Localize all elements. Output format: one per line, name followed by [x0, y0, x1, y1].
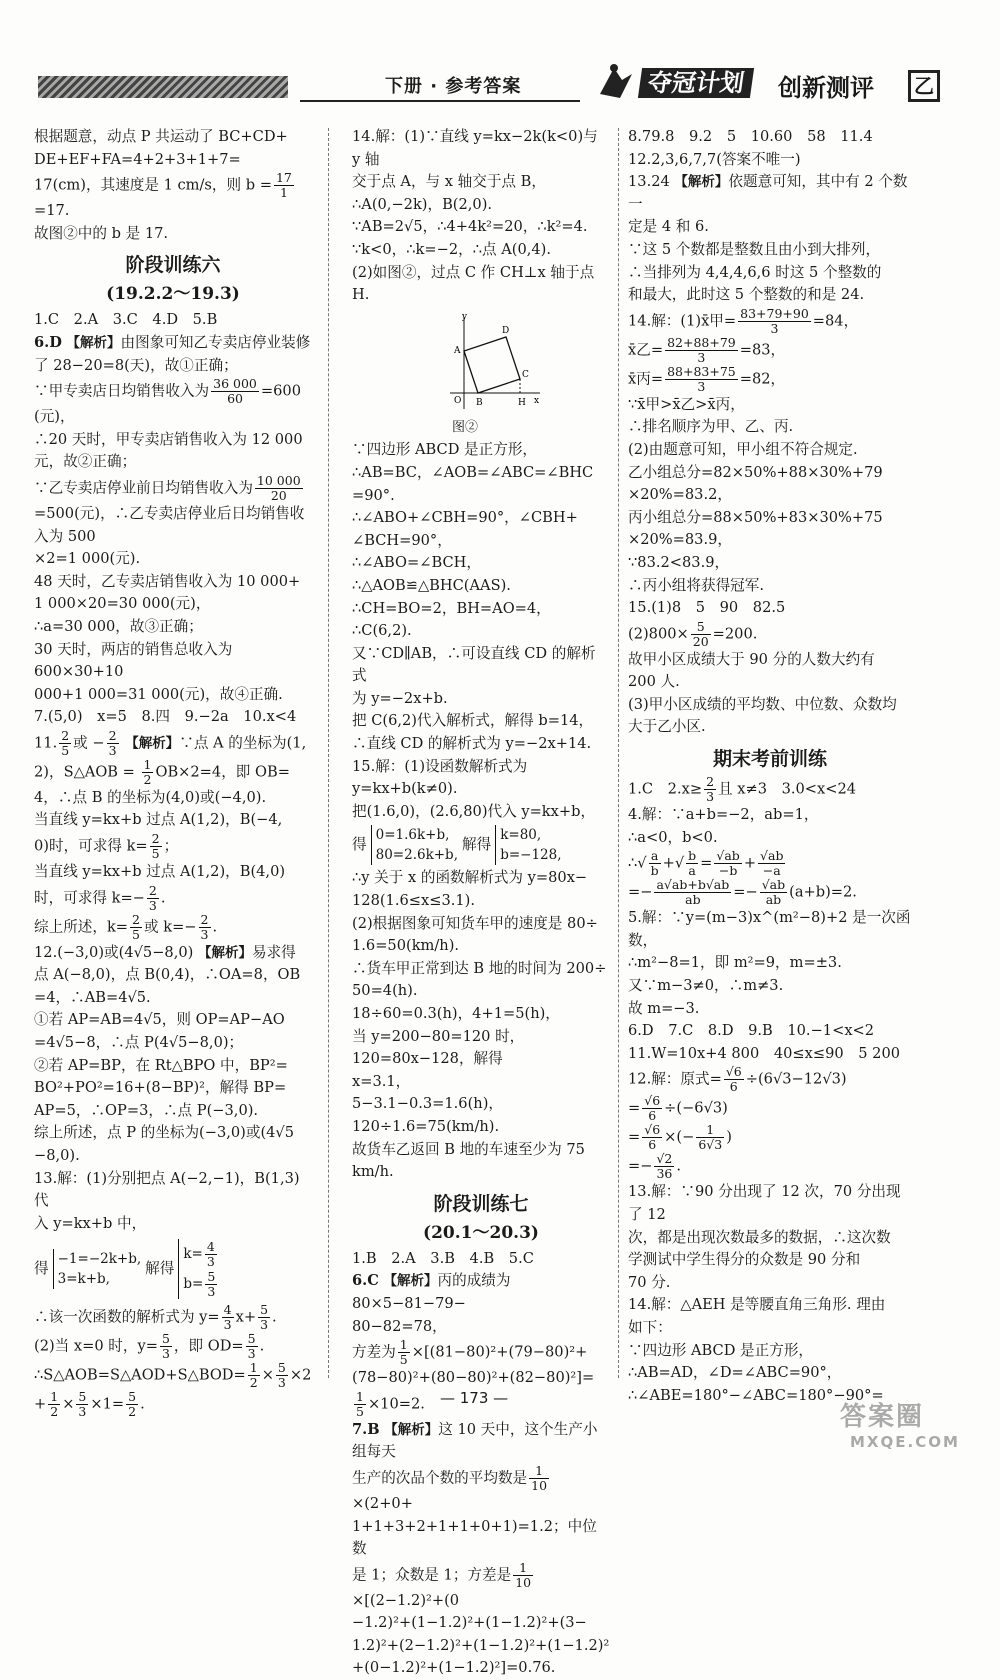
text-line: ∵83.2<83.9， [628, 553, 730, 571]
text-line: 交于点 A，与 x 轴交于点 B， [352, 173, 546, 191]
text-line: 元，故②正确； [34, 453, 137, 471]
text-line: =500(元)，∴乙专卖店停业后日均销售收入为 500 [34, 504, 305, 545]
text-line: ∴直线 CD 的解析式为 y=−2x+14. [352, 735, 592, 753]
text-line: (2)如图②，过点 C 作 CH⊥x 轴于点 H. [352, 263, 595, 304]
label-y: y [462, 312, 468, 322]
equation-system: 得 0=1.6k+b, 80=2.6k+b, 解得 k=80, b=−128, [352, 827, 562, 864]
text-line: 12.解：原式= $\frac{√6}{6}$ ÷(6√3−12√3) [628, 1064, 847, 1095]
text-line: 6.D 【解析】由图象可知乙专卖店停业装修 [34, 333, 311, 351]
text-line: 综上所述，点 P 的坐标为(−3,0)或(4√5 [34, 1124, 295, 1142]
text-line: 了 28−20=8(天)，故①正确； [34, 356, 238, 374]
brand-subtitle: 创新测评 [778, 74, 874, 102]
text-line: x̄乙= $\frac{82+88+79}{3}$ =83， [628, 334, 786, 365]
text-line: (78−80)²+(80−80)²+(82−80)²]= [352, 1369, 595, 1387]
text-line: 1.C 2.x≥ $\frac{2}{3}$ 且 x≠3 3.0<x<24 [628, 774, 857, 805]
text-line: 1 000×20=30 000(元)， [34, 595, 211, 613]
text-line: (3)甲小区成绩的平均数、中位数、众数均 [628, 695, 897, 713]
text-line: =17. [34, 202, 70, 220]
figure-caption: 图② [452, 419, 479, 435]
text-line: 点 A(−8,0)，点 B(0,4)，∴OA=8，OB [34, 966, 301, 984]
text-line: 2)，S△AOB = $\frac{1}{2}$ OB×2=4，即 OB= [34, 756, 290, 787]
text-line: −1.2)²+(1−1.2)²+(1−1.2)²+(3− [352, 1614, 587, 1632]
text-line: 18÷60=0.3(h)，4+1=5(h)， [352, 1005, 560, 1022]
label-h: H [518, 397, 526, 408]
text-line: 4，∴点 B 的坐标为(4,0)或(−4,0). [34, 788, 267, 806]
text-line: (2)800× $\frac{5}{20}$ =200. [628, 618, 758, 649]
text-line: 5.解：∵y=(m−3)x^(m²−8)+2 是一次函数， [628, 909, 911, 949]
fraction: $\frac{17}{1}$ [275, 170, 292, 201]
text-line: =4，∴AB=4√5. [34, 988, 151, 1006]
text-line: ∴丙小组将获得冠军. [628, 576, 764, 594]
column-divider [328, 128, 329, 1378]
edition-badge: 乙 [908, 70, 940, 102]
text-line: ×20%=83.9， [628, 531, 732, 549]
text-line: 11.W=10x+4 800 40≤x≤90 5 200 [628, 1044, 901, 1062]
text-line: 生产的次品个数的平均数是 $\frac{1}{10}$ ×(2+0+ [352, 1462, 548, 1512]
text-line: 30 天时，两店的销售总收入为 600×30+10 [34, 640, 233, 681]
header-rule [300, 100, 580, 102]
text-line: ∴CH=BO=2，BH=AO=4， [352, 599, 551, 617]
text-line: (2)根据图象可知货车甲的速度是 80÷ [352, 914, 598, 932]
answer-column-3 [628, 126, 912, 1407]
analysis-tag: 【解析】 [66, 334, 121, 351]
label-x: x [534, 395, 540, 406]
text-line: ∴m²−8=1，即 m²=9，m=±3. [628, 954, 842, 972]
text-line: 方差为 $\frac{1}{5}$ ×[(81−80)²+(79−80)²+ [352, 1337, 588, 1368]
text-line: ∴该一次函数的解析式为 y= $\frac{4}{3}$ x+ $\frac{5}{3}$ . [34, 1302, 277, 1333]
text-line: 6.C 【解析】丙的成绩为 80×5−81−79− [352, 1272, 511, 1312]
text-line: 5−3.1−0.3=1.6(h)， [352, 1095, 503, 1113]
text-line: 14.解：△AEH 是等腰直角三角形. 理由 [628, 1296, 886, 1314]
text-line: = $\frac{√6}{6}$ ÷(−6√3) [628, 1093, 728, 1124]
text-line: ∴a<0，b<0. [628, 828, 718, 846]
text-line: 11. $\frac{2}{5}$ 或 − $\frac{2}{3}$ 【解析】∵点 A 的坐标为(1, [34, 727, 307, 758]
text-line: ∴A(0,−2k)，B(2,0). [352, 195, 493, 213]
text-line: 故货车乙返回 B 地的车速至少为 75 [352, 1140, 585, 1158]
text-line: ∵乙专卖店停业前日均销售收入为 $\frac{10 000}{20}$ [34, 472, 301, 503]
text-line: 定是 4 和 6. [628, 218, 709, 236]
text-line: 入 y=kx+b 中， [34, 1214, 147, 1232]
text-line: 当 y=200−80=120 时，120=80x−128，解得 [352, 1027, 525, 1068]
square-figure [442, 313, 542, 413]
text-line: 把(1.6,0)，(2.6,80)代入 y=kx+b， [352, 802, 596, 820]
page-number: — 173 — [440, 1389, 509, 1407]
label-d: D [502, 325, 510, 336]
text-line: 大于乙小区. [628, 718, 706, 736]
brand-logo: 夺冠计划 [638, 68, 754, 98]
text-line: (2)当 x=0 时，y= $\frac{5}{3}$ ，即 OD= $\frac{5}{3}$ . [34, 1331, 265, 1362]
text-line: 6.D 7.C 8.D 9.B 10.−1<x<2 [628, 1022, 875, 1040]
text-line: 为 y=−2x+b. [352, 689, 448, 707]
text-line: −8,0). [34, 1147, 80, 1164]
text-line: 17(cm)，其速度是 1 cm/s，则 b = $\frac{17}{1}$ [34, 170, 292, 201]
label-o: O [454, 395, 462, 406]
text-line: ∵四边形 ABCD 是正方形， [628, 1341, 814, 1359]
text-line: + $\frac{1}{2}$ × $\frac{5}{3}$ ×1= $\frac{5}{2}$ . [34, 1389, 145, 1420]
text-line: ∵甲专卖店日均销售收入为 $\frac{36 000}{60}$ =600 [34, 376, 301, 407]
text-line: ∵x̄甲>x̄乙>x̄丙， [628, 395, 745, 413]
text-line: ∴y 关于 x 的函数解析式为 y=80x− [352, 869, 588, 887]
text-line: 丙小组总分=88×50%+83×30%+75 [628, 508, 883, 526]
text-line: 1.2)²+(2−1.2)²+(1−1.2)²+(1−1.2)² [352, 1636, 610, 1654]
text-line: ∴S△AOB=S△AOD+S△BOD= $\frac{1}{2}$ × $\frac{5}{3}$ ×2 [34, 1360, 312, 1391]
section-title: 阶段训练七 [433, 1192, 529, 1215]
text-line: +(0−1.2)²+(1−1.2)²]=0.76. [352, 1659, 556, 1677]
text-line: 1+1+3+2+1+1+0+1)=1.2；中位数 [352, 1517, 597, 1558]
text-line: 又∵m−3≠0，∴m≠3. [628, 977, 784, 995]
text-line: ∴当排列为 4,4,4,6,6 时这 5 个整数的 [628, 263, 882, 281]
text-line: ∴∠ABO+∠CBH=90°，∠CBH+ [352, 509, 578, 527]
text-line: 8.79.8 9.2 5 10.60 58 11.4 [628, 128, 873, 145]
text-line: ∴∠ABO=∠BCH， [352, 554, 481, 572]
watermark-title: 答案圈 [840, 1402, 925, 1432]
text-line: DE+EF+FA=4+2+3+1+7= [34, 150, 241, 168]
text-line: 1.B 2.A 3.B 4.B 5.C [352, 1249, 534, 1267]
label-a: A [454, 345, 461, 356]
text-line: 是 1；众数是 1；方差是 $\frac{1}{10}$ ×[(2−1.2)²+(0 [352, 1559, 532, 1609]
text-line: 7.(5,0) x=5 8.四 9.−2a 10.x<4 [34, 708, 297, 726]
text-line: 把 C(6,2)代入解析式，解得 b=14， [352, 712, 594, 730]
text-line: 13.解：∵90 分出现了 12 次，70 分出现了 12 [628, 1183, 901, 1223]
section-title: 期末考前训练 [712, 748, 827, 771]
text-line: 根据题意，动点 P 共运动了 BC+CD+ [34, 128, 288, 145]
text-line: 000+1 000=31 000(元)，故④正确. [34, 685, 283, 703]
text-line: AP=5，∴OP=3，∴点 P(−3,0). [34, 1101, 259, 1119]
text-line: 128(1.6≤x≤3.1). [352, 892, 475, 910]
text-line: 乙小组总分=82×50%+88×30%+79 [628, 463, 883, 481]
text-line: 50=4(h). [352, 982, 418, 1000]
section-range: (19.2.2～19.3) [106, 284, 240, 305]
label-c: C [522, 369, 529, 380]
header-title: 下册 · 参考答案 [385, 76, 522, 97]
label-b: B [476, 397, 483, 408]
text-line: 故甲小区成绩大于 90 分的人数大约有 [628, 650, 875, 668]
text-line: ∴△AOB≌△BHC(AAS). [352, 576, 511, 594]
mascot-icon [592, 60, 636, 104]
column-divider [618, 128, 619, 1378]
equation-system: 得 −1=−2k+b, 3=k+b, 解得 k= $\frac{4}{3}$ b= $\frac{5}{3}$ [34, 1239, 312, 1299]
text-line: 12.2,3,6,7,7(答案不唯一) [628, 150, 801, 168]
section-range: (20.1～20.3) [423, 1222, 539, 1243]
text-line: 0)时，可求得 k= $\frac{2}{5}$ ； [34, 831, 179, 862]
text-line: ∵AB=2√5，∴4+4k²=20，∴k²=4. [352, 218, 588, 236]
text-line: ∵这 5 个数都是整数且由小到大排列， [628, 240, 881, 258]
text-line: ∴AB=BC，∠AOB=∠ABC=∠BHC [352, 463, 594, 481]
text-line: ②若 AP=BP，在 Rt△BPO 中，BP²= [34, 1056, 288, 1074]
text-line: 如下： [628, 1318, 672, 1336]
text-line: 当直线 y=kx+b 过点 A(1,2)，B(4,0) [34, 863, 286, 881]
page-header [0, 60, 1000, 120]
text-line: ∴∠ABE=180°−∠ABC=180°−90°= [628, 1386, 884, 1404]
text-line: ×2=1 000(元). [34, 550, 141, 568]
text-line: 70 分. [628, 1273, 671, 1291]
text-line: ∴AB=AD，∠D=∠ABC=90°， [628, 1364, 842, 1382]
text-line: ∴C(6,2). [352, 622, 412, 640]
text-line: BO²+PO²=16+(8−BP)²，解得 BP= [34, 1079, 287, 1097]
text-line: 1.6=50(km/h). [352, 937, 460, 955]
text-line: 学测试中学生得分的众数是 90 分和 [628, 1251, 861, 1269]
text-line: 200 人. [628, 673, 680, 691]
text-line: 故图②中的 b 是 17. [34, 224, 169, 242]
text-line: ①若 AP=AB=4√5，则 OP=AP−AO [34, 1011, 285, 1029]
text-line: 4.解：∵a+b=−2，ab=1， [628, 806, 819, 824]
text-line: ∴货车甲正常到达 B 地的时间为 200÷ [352, 959, 607, 977]
text-line: 和最大，此时这 5 个整数的和是 24. [628, 286, 865, 304]
text-line: 14.解：(1)x̄甲= $\frac{83+79+90}{3}$ =84， [628, 305, 859, 336]
text-line: =− $\frac{√2}{36}$ . [628, 1151, 682, 1182]
answer-column-1 [34, 126, 312, 1419]
text-line: ∴20 天时，甲专卖店销售收入为 12 000 [34, 430, 303, 448]
text-line: 14.解：(1)∵直线 y=kx−2k(k<0)与 y 轴 [352, 128, 598, 168]
text-line: ∴a=30 000，故③正确； [34, 617, 203, 635]
text-line: ∠BCH=90°， [352, 531, 452, 549]
text-line: ∵四边形 ABCD 是正方形， [352, 441, 538, 459]
text-line: 1.C 2.A 3.C 4.D 5.B [34, 311, 218, 329]
answer-column-2 [352, 126, 610, 1680]
text-line: =4√5−8，∴点 P(4√5−8,0)； [34, 1034, 244, 1052]
text-line: =90°. [352, 486, 395, 504]
watermark-logo [840, 1396, 990, 1454]
text-line: 综上所述，k= $\frac{2}{5}$ 或 k=− $\frac{2}{3}$ . [34, 911, 218, 942]
text-line: 80−82=78， [352, 1317, 447, 1335]
text-line: $\frac{1}{5}$ ×10=2. [356, 1388, 425, 1419]
text-line: ∵k<0，∴k=−2，∴点 A(0,4). [352, 240, 551, 258]
text-line: 120÷1.6=75(km/h). [352, 1117, 500, 1135]
text-line: 当直线 y=kx+b 过点 A(1,2)，B(−4, [34, 811, 283, 829]
text-line: 13.解：(1)分别把点 A(−2,−1)，B(1,3)代 [34, 1169, 300, 1210]
text-line: x=3.1， [352, 1072, 411, 1090]
text-line: 又∵CD∥AB，∴可设直线 CD 的解析式 [352, 644, 596, 685]
text-line: 次，都是出现次数最多的数据，∴这次数 [628, 1228, 891, 1246]
text-line: 15.解：(1)设函数解析式为 y=kx+b(k≠0). [352, 757, 528, 798]
square-abcd [464, 337, 520, 393]
text-line: 时，可求得 k=− $\frac{2}{3}$ . [34, 882, 166, 913]
section-title: 阶段训练六 [125, 254, 221, 277]
text-line: ∴排名顺序为甲、乙、丙. [628, 418, 794, 436]
header-stripe [38, 76, 288, 98]
text-line: = $\frac{√6}{6}$ ×(− $\frac{1}{6√3}$ ) [628, 1122, 732, 1153]
text-line: x̄丙= $\frac{88+83+75}{3}$ =82， [628, 363, 786, 394]
text-line: 48 天时，乙专卖店销售收入为 10 000+ [34, 572, 301, 590]
text-line: 12.(−3,0)或(4√5−8,0) 【解析】易求得 [34, 943, 296, 961]
text-line: ×20%=83.2， [628, 486, 732, 504]
text-line: km/h. [352, 1163, 394, 1181]
text-line: (2)由题意可知，甲小组不符合规定. [628, 440, 858, 458]
text-line: 15.(1)8 5 90 82.5 [628, 599, 786, 617]
text-line: (元)， [34, 408, 75, 426]
text-line: ∴√ $\frac{a}{b}$ +√ $\frac{b}{a}$ = $\frac{√ab}{-b}$ + $\frac{√ab}{-a}$ [628, 848, 784, 879]
watermark-url: MXQE.COM [850, 1433, 960, 1451]
text-line: 7.B 【解析】这 10 天中，这个生产小组每天 [352, 1420, 598, 1461]
text-line: 13.24 【解析】依题意可知，其中有 2 个数一 [628, 173, 908, 213]
text-line: =− $\frac{a√ab+b√ab}{ab}$ =− $\frac{√ab}{ab}$ (a+b)=2. [628, 877, 857, 908]
text-line: 故 m=−3. [628, 999, 700, 1017]
